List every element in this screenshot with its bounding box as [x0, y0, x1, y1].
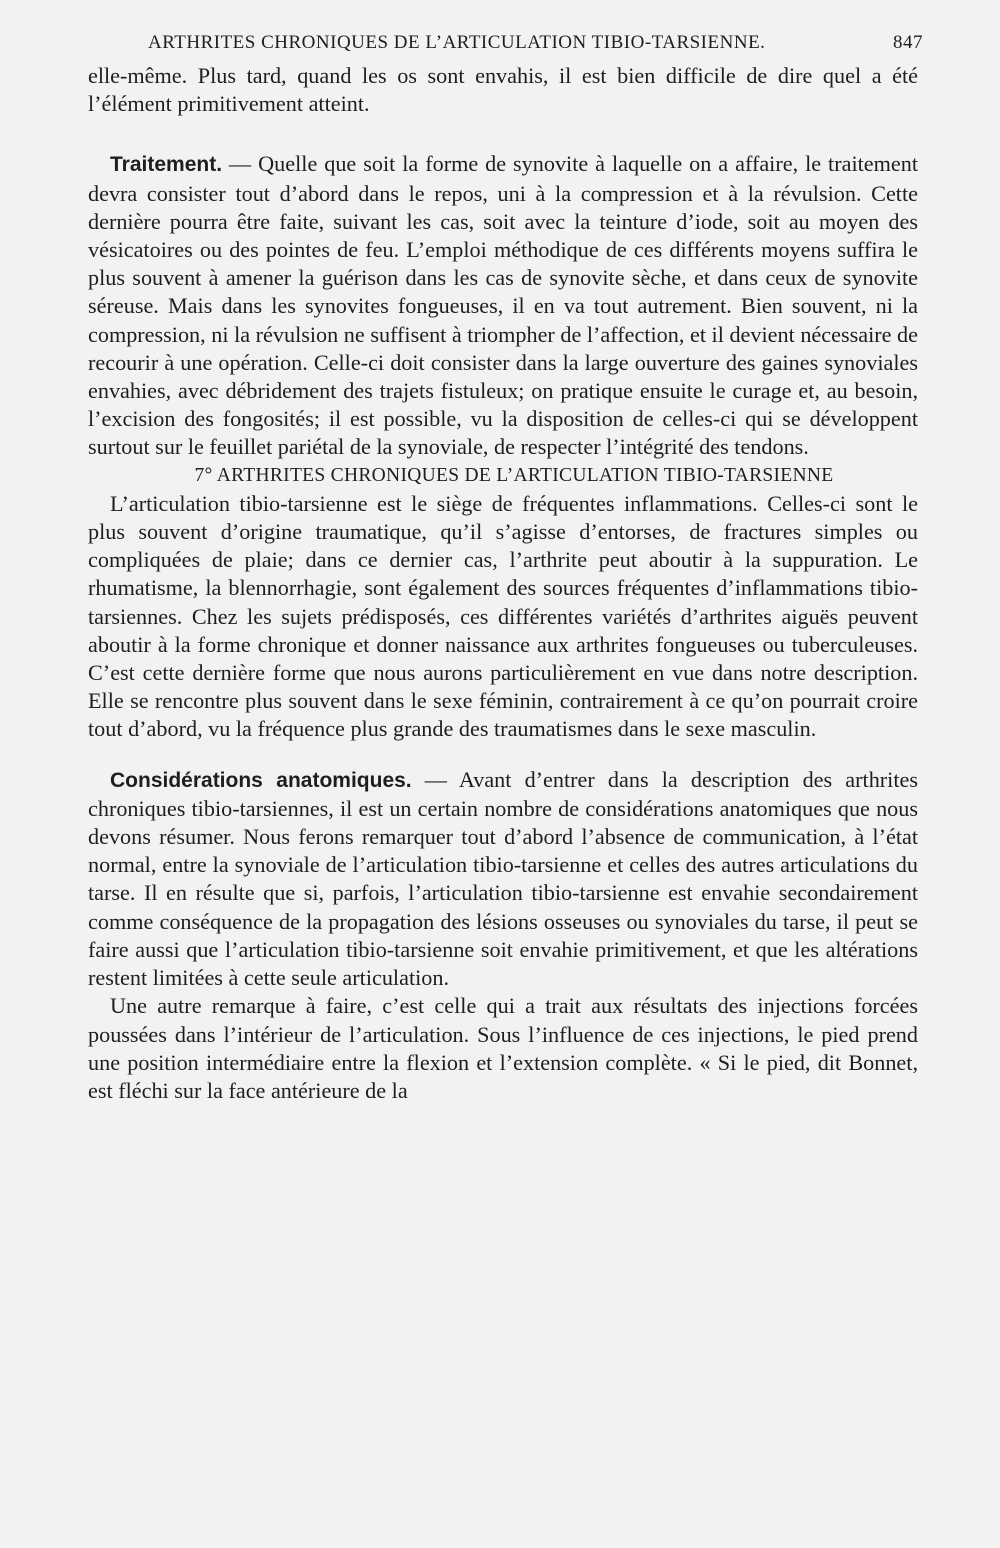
page-number: 847 [893, 32, 923, 53]
traitement-heading: Traitement. [110, 153, 223, 177]
traitement-text: — Quelle que soit la forme de synovite à laquelle on a affaire, le traitement devra consister tout d’abord dans le repos, uni à la compression et à la révulsion. Cette dernière pourra être faite, suivant les cas, soit avec la teinture d’iode, soit au moyen des vésicatoires ou des pointes de feu. L’emploi méthodique de ces différents moyens suffira le plus souvent à amener la guérison dans les cas de synovite sèche, et dans ceux de synovite séreuse. Mais dans les synovites fongueuses, il en va tout autrement. Bien souvent, ni la compression, ni la révulsion ne suffisent à triompher de l’affection, et il devient nécessaire de recourir à une opération. Celle-ci doit consister dans la large ouverture des gaines synoviales envahies, avec débridement des trajets fistuleux; on pratique ensuite le curage et, au besoin, l’excision des fongosités; il est possible, vu la disposition de celles-ci qui se développent surtout sur le feuillet pariétal de la synoviale, de respecter l’intégrité des tendons. [88, 151, 918, 460]
running-head [88, 32, 923, 58]
intro-paragraph: elle-même. Plus tard, quand les os sont envahis, il est bien difficile de dire quel a été l’élément primitivement atteint. [88, 63, 918, 117]
section-title: 7° ARTHRITES CHRONIQUES DE L’ARTICULATION TIBIO-TARSIENNE [194, 464, 834, 486]
traitement-paragraph [88, 150, 918, 461]
running-head-title: ARTHRITES CHRONIQUES DE L’ARTICULATION TIBIO-TARSIENNE. [148, 32, 766, 53]
section-paragraph: L’articulation tibio-tarsienne est le siège de fréquentes inflammations. Celles-ci sont le plus souvent d’origine traumatique, qu’il s’agisse d’entorses, de fractures simples ou compliquées de plaie; dans ce dernier cas, l’arthrite peut aboutir à la suppuration. Le rhumatisme, la blennorrhagie, sont également des sources fréquentes d’inflammations tibio-tarsiennes. Chez les sujets prédisposés, ces différentes variétés d’arthrites aiguës peuvent aboutir à la forme chronique et donner naissance aux arthrites fongueuses ou tuberculeuses. C’est cette dernière forme que nous aurons particulièrement en vue dans notre description. Elle se rencontre plus souvent dans le sexe féminin, contrairement à ce qu’on pourrait croire tout d’abord, vu la fréquence plus grande des traumatismes dans le sexe masculin. [88, 490, 918, 742]
considerations-heading: Considérations anatomiques. [110, 768, 412, 792]
remarque-paragraph: Une autre remarque à faire, c’est celle qui a trait aux résultats des injections forcées poussées dans l’intérieur de l’articulation. Sous l’influence de ces injections, le pied prend une position intermédiaire entre la flexion et l’extension complète. « Si le pied, dit Bonnet, est fléchi sur la face antérieure de la [88, 993, 918, 1103]
considerations-paragraph [88, 766, 918, 993]
considerations-text: — Avant d’entrer dans la description des arthrites chroniques tibio-tarsiennes, il est un certain nombre de considérations anatomiques que nous devons résumer. Nous ferons remarquer tout d’abord l’absence de communication, à l’état normal, entre la synoviale de l’articulation tibio-tarsienne et celles des autres articulations du tarse. Il en résulte que si, parfois, l’articulation tibio-tarsienne est envahie secondairement comme conséquence de la propagation des lésions osseuses ou synoviales du tarse, il peut se faire aussi que l’articulation tibio-tarsienne soit envahie primitivement, et que les altérations restent limitées à cette seule articulation. [88, 766, 918, 991]
body-text [88, 62, 918, 1105]
